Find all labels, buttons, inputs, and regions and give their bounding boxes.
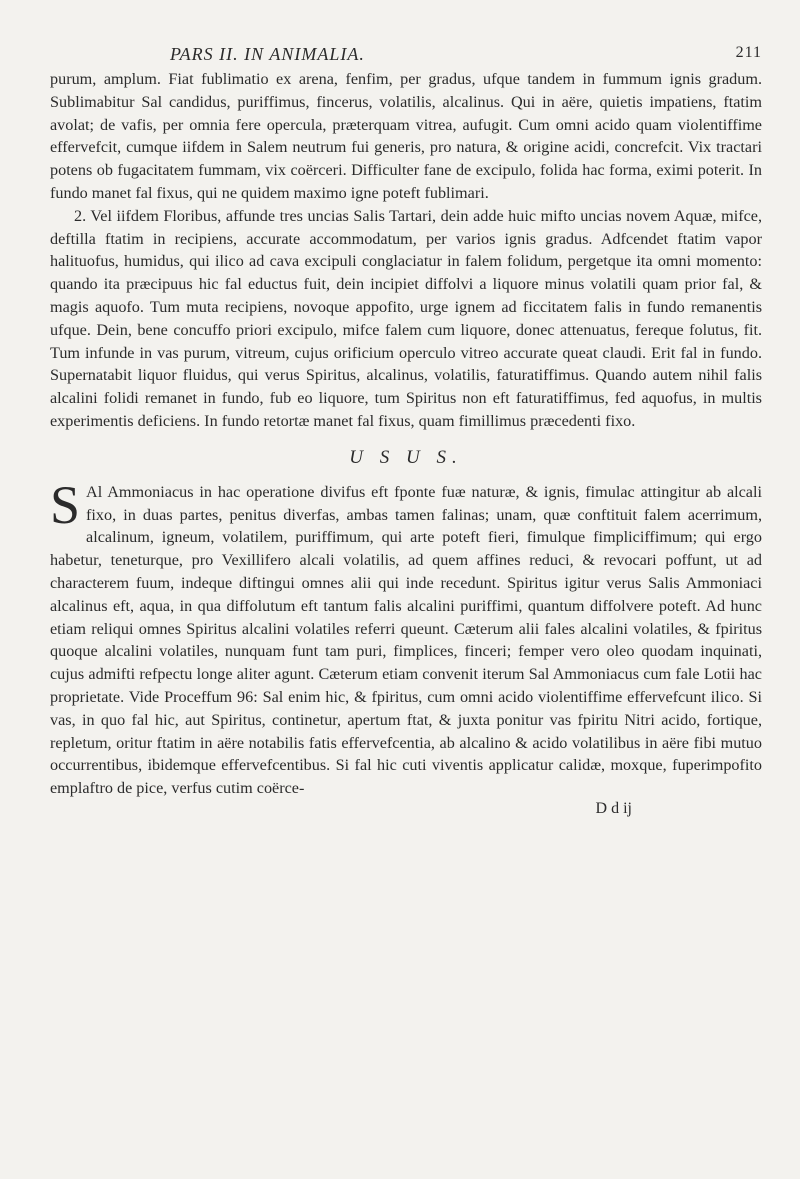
signature-mark: D d ij xyxy=(595,799,632,817)
running-title: PARS II. IN ANIMALIA. xyxy=(170,44,365,64)
drop-cap: S xyxy=(50,474,81,535)
paragraph-2: 2. Vel iifdem Floribus, affunde tres uncias Salis Tartari, dein adde huic mifto uncias novem Aquæ, mifce, deftilla ftatim in recipiens, accurate accommodatum, per varios ignis gradus. Adfcendet ftatim vapor halituofus, humidus, qui ilico ad cava excipuli conglaciatur in falem folidum, pergetque ita omni momento: quando ita præcipuus hic fal eductus fuit, dein incipiet diffolvi a liquore minus volatili quam prior fal, & magis aquofo. Tum muta recipiens, novoque appofito, urge ignem ad ficcitatem falis in fundo remanentis ufque. Dein, bene concuffo priori excipulo, mifce falem cum liquore, donec attenuatus, fereque folutus, fit. Tum infunde in vas purum, vitreum, cujus orificium operculo vitreo accurate queat claudi. Erit fal in fundo. Supernatabit liquor fluidus, qui verus Spiritus, alcalinus, volatilis, faturatiffimus. Quando autem nihil falis alcalini folidi remanet in fundo, fub eo liquore, tum Spiritus non eft faturatiffimus, fed aquofus, in multis experimentis deficiens. In fundo retortæ manet fal fixus, quam fimillimus præcedenti fixo. xyxy=(50,206,762,430)
running-header xyxy=(170,44,762,68)
page-number: 211 xyxy=(735,44,762,61)
section-heading-usus: U S U S. xyxy=(349,446,463,468)
paragraph-1: purum, amplum. Fiat fublimatio ex arena, fenfim, per gradus, ufque tandem in fummum ignis gradum. Sublimabitur Sal candidus, puriffimus, fincerus, volatilis, alcalinus. Qui in aëre, quietis impatiens, ftatim avolat; de vafis, per omnia fere opercula, præterquam vitrea, aufugit. Cum omni acido quam violentiffime effervefcit, cumque iifdem in Salem neutrum fui generis, pro natura, & origine acidi, concrefcit. Vix tractari potens ob fugacitatem fummam, vix coërceri. Difficulter fane de excipulo, folida hac forma, eximi poterit. In fundo manet fal fixus, qui ne quidem maximo igne poteft fublimari. xyxy=(50,70,762,202)
usus-text: Al Ammoniacus in hac operatione divifus eft fponte fuæ naturæ, & ignis, fimulac attingitur ab alcali fixo, in duas partes, penitus diverfas, ambas tamen falinas; unam, quæ conftituit falem acerrimum, alcalinum, igneum, volatilem, puriffimum, qui arte poteft fieri, fimulque fimpliciffimum; qui ergo habetur, teneturque, pro Vexillifero alcali volatilis, ad quem affines reduci, & revocari poffunt, ut ad characterem fuum, indeque diftingui omnes alii qui inde recedunt. Spiritus igitur verus Salis Ammoniaci alcalinus eft, aqua, in qua diffolutum eft tantum falis alcalini puriffimi, quantum diffolvere poteft. Ad hunc etiam reliqui omnes Spiritus alcalini volatiles referri queunt. Cæterum alii fales alcalini volatiles, & fpiritus quoque alcalini volatiles, nunquam funt tam puri, fimplices, finceri; femper vero oleo quodam inquinati, cujus admifti refpectu longe aliter agunt. Cæterum etiam convenit iterum Sal Ammoniacus cum fale Lotii hac proprietate. Vide Proceffum 96: Sal enim hic, & fpiritus, cum omni acido violentiffime effervefcunt ilico. Si vas, in quo fal hic, aut Spiritus, continetur, apertum ftat, & juxta ponitur vas fpiritu Nitri acido, fortique, repletum, oritur ftatim in aëre notabilis fatis effervefcentia, ab alcalino & acido volatilibus in aëre fibi mutuo occurrentibus, ibidemque effervefcentibus. Si fal hic cuti viventis applicatur calidæ, moxque, fuperimpofito emplaftro de pice, verfus cutim coërce- xyxy=(50,482,762,798)
usus-paragraph xyxy=(50,474,762,800)
